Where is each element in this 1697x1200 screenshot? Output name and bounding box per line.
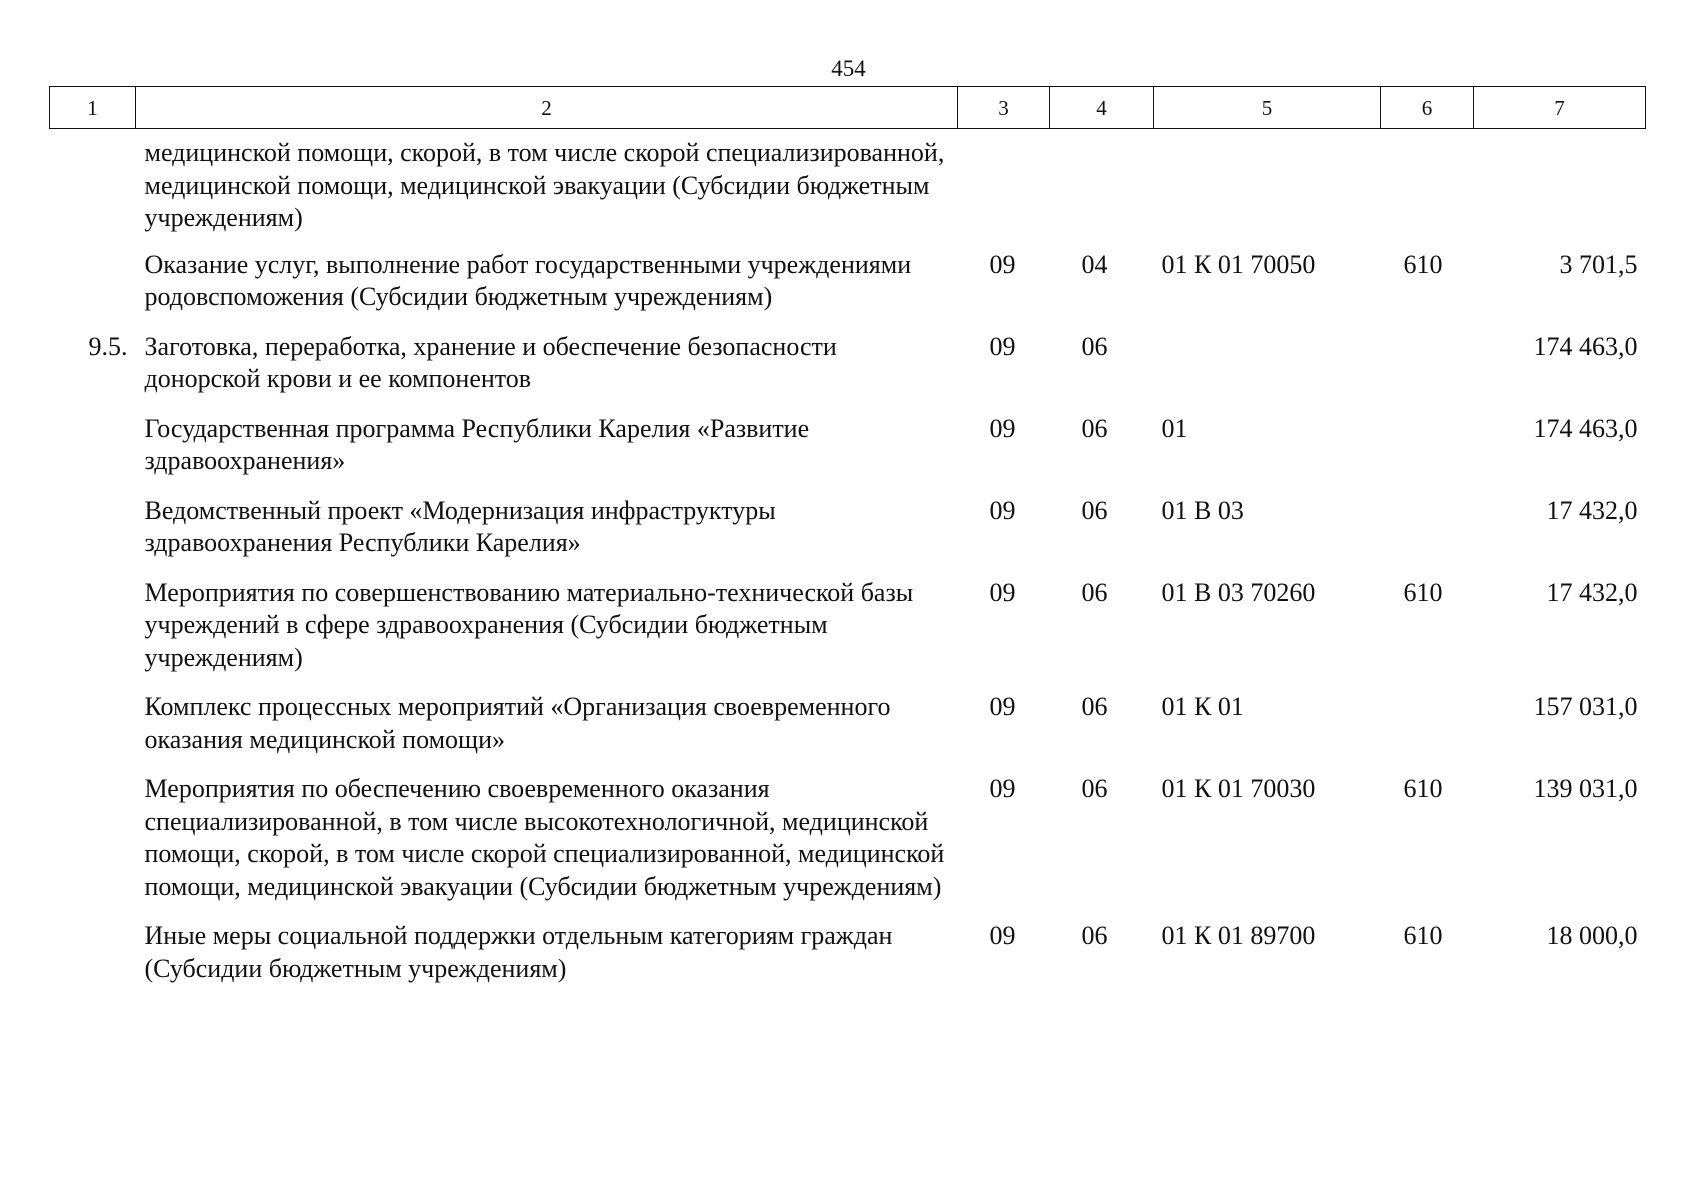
expense-type-code: 610 — [1403, 921, 1443, 950]
subsection-code: 06 — [1081, 921, 1108, 950]
table-row — [50, 331, 1646, 413]
budget-table — [49, 86, 1646, 1002]
table-row — [50, 129, 1646, 249]
column-header-3: 3 — [958, 87, 1050, 129]
table-header — [50, 87, 1646, 129]
subsection-code: 06 — [1081, 495, 1108, 525]
column-header-2: 2 — [136, 87, 958, 129]
row-name: Мероприятия по совершенствованию материально-технической базы учреждений в сфере здравоохранения (Субсидии бюджетным учреждениям) — [144, 577, 914, 672]
column-header-1: 1 — [50, 87, 136, 129]
table-row — [50, 249, 1646, 331]
row-name: Оказание услуг, выполнение работ государственными учреждениями родовспоможения (Субсидии бюджетным учреждениям) — [144, 249, 912, 311]
expense-type-code — [1381, 129, 1474, 249]
amount: 17 432,0 — [1546, 495, 1638, 525]
row-name: Иные меры социальной поддержки отдельным категориям граждан (Субсидии бюджетным учреждениям) — [144, 921, 893, 983]
row-number — [50, 577, 136, 692]
target-article-code: 01 К 01 89700 — [1161, 921, 1316, 950]
row-number — [50, 249, 136, 331]
expense-type-code — [1381, 413, 1474, 495]
amount: 17 432,0 — [1546, 577, 1638, 607]
section-code: 09 — [989, 495, 1016, 525]
target-article-code: 01 В 03 70260 — [1161, 577, 1316, 607]
expense-type-code — [1381, 331, 1474, 413]
subsection-code: 06 — [1081, 577, 1108, 607]
column-header-6: 6 — [1381, 87, 1474, 129]
subsection-code: 04 — [1081, 249, 1108, 279]
amount: 157 031,0 — [1533, 692, 1638, 721]
row-number — [50, 495, 136, 577]
subsection-code — [1050, 129, 1154, 249]
section-code: 09 — [989, 692, 1016, 721]
target-article-code: 01 К 01 — [1161, 692, 1244, 721]
amount: 18 000,0 — [1546, 921, 1638, 950]
subsection-code: 06 — [1081, 413, 1108, 443]
section-code: 09 — [989, 331, 1016, 361]
amount: 3 701,5 — [1559, 249, 1638, 279]
row-number — [50, 691, 136, 773]
row-name: Мероприятия по обеспечению своевременного оказания специализированной, в том числе высокотехнологичной, медицинской помощи, скорой, в том числе скорой специализированной, медицинской помощи, медицинской эвакуации (Субсидии бюджетным учреждениям) — [144, 774, 945, 901]
subsection-code: 06 — [1081, 774, 1108, 803]
section-code: 09 — [989, 577, 1016, 607]
target-article-code: 01 — [1161, 413, 1188, 443]
section-code: 09 — [989, 249, 1016, 279]
target-article-code — [1154, 129, 1381, 249]
row-name: медицинской помощи, скорой, в том числе скорой специализированной, медицинской помощи, медицинской эвакуации (Субсидии бюджетным учреждениям) — [144, 138, 945, 232]
header-row — [50, 87, 1646, 129]
table-row — [50, 773, 1646, 920]
section-code: 09 — [989, 921, 1016, 950]
section-code: 09 — [989, 413, 1016, 443]
expense-type-code: 610 — [1403, 577, 1443, 607]
page-number: 454 — [831, 56, 866, 81]
table-row — [50, 920, 1646, 1002]
target-article-code — [1154, 331, 1381, 413]
row-number — [50, 773, 136, 920]
table-row — [50, 495, 1646, 577]
row-name: Комплекс процессных мероприятий «Организация своевременного оказания медицинской помощи» — [144, 692, 891, 754]
target-article-code: 01 В 03 — [1161, 495, 1244, 525]
expense-type-code — [1381, 495, 1474, 577]
expense-type-code — [1381, 691, 1474, 773]
row-number — [50, 413, 136, 495]
subsection-code: 06 — [1081, 331, 1108, 361]
subsection-code: 06 — [1081, 692, 1108, 721]
expense-type-code: 610 — [1403, 774, 1443, 803]
amount — [1474, 129, 1646, 249]
row-name: Заготовка, переработка, хранение и обеспечение безопасности донорской крови и ее компонентов — [144, 331, 837, 393]
amount: 139 031,0 — [1533, 774, 1638, 803]
table-row — [50, 691, 1646, 773]
table-row — [50, 413, 1646, 495]
column-header-5: 5 — [1154, 87, 1381, 129]
amount: 174 463,0 — [1533, 413, 1638, 443]
section-code — [958, 129, 1050, 249]
section-code: 09 — [989, 774, 1016, 803]
column-header-4: 4 — [1050, 87, 1154, 129]
row-number — [50, 129, 136, 249]
row-number: 9.5. — [88, 331, 128, 361]
row-name: Государственная программа Республики Карелия «Развитие здравоохранения» — [144, 413, 810, 475]
amount: 174 463,0 — [1533, 331, 1638, 361]
column-header-7: 7 — [1474, 87, 1646, 129]
target-article-code: 01 К 01 70030 — [1161, 774, 1316, 803]
table-row — [50, 577, 1646, 692]
table-body — [50, 129, 1646, 1003]
target-article-code: 01 К 01 70050 — [1161, 249, 1316, 279]
row-name: Ведомственный проект «Модернизация инфраструктуры здравоохранения Республики Карелия» — [144, 495, 776, 557]
expense-type-code: 610 — [1403, 249, 1443, 279]
row-number — [50, 920, 136, 1002]
